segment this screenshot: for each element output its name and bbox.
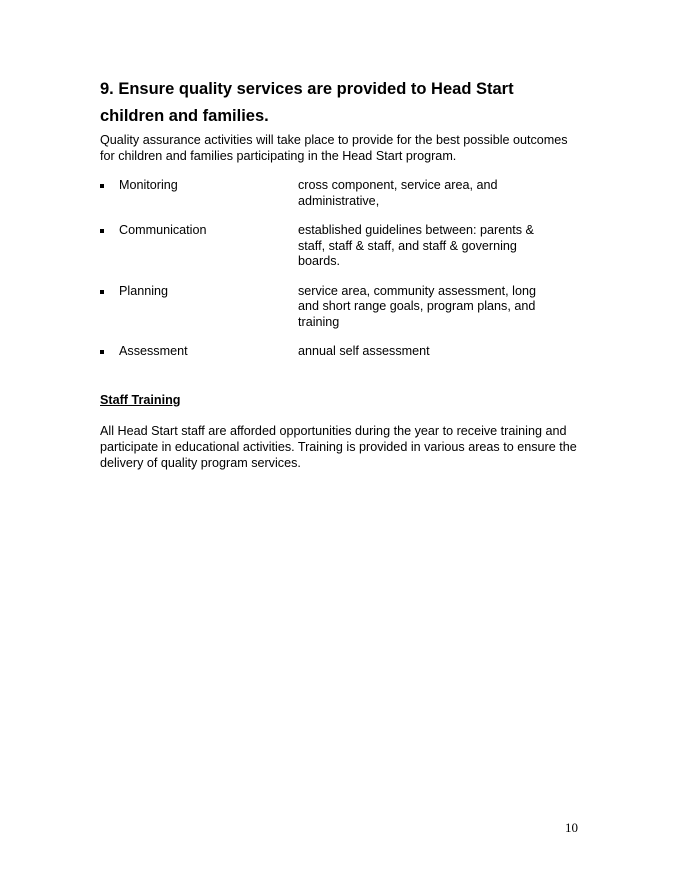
staff-training-heading: Staff Training [100, 393, 181, 407]
square-bullet-icon [100, 229, 104, 233]
page-number: 10 [565, 820, 578, 835]
list-item-term: Monitoring [119, 178, 178, 192]
list-item [100, 344, 580, 360]
square-bullet-icon [100, 290, 104, 294]
square-bullet-icon [100, 350, 104, 354]
quality-activities-list [100, 178, 580, 360]
list-item [100, 178, 580, 209]
section-heading: 9. Ensure quality services are provided to Head Start children and families. [100, 80, 514, 125]
list-item-term: Communication [119, 223, 207, 237]
square-bullet-icon [100, 184, 104, 188]
list-item [100, 284, 580, 331]
intro-paragraph: Quality assurance activities will take place to provide for the best possible outcomes for children and families participating in the Head Start program. [100, 133, 568, 163]
list-item-description: cross component, service area, and administrative, [298, 178, 498, 208]
list-item-description: annual self assessment [298, 344, 430, 358]
list-item-description: service area, community assessment, long and short range goals, program plans, and training [298, 283, 536, 329]
list-item-term: Assessment [119, 344, 188, 358]
list-item-description: established guidelines between: parents & staff, staff & staff, and staff & governing boards. [298, 223, 534, 268]
list-item [100, 223, 580, 270]
staff-training-paragraph: All Head Start staff are afforded opportunities during the year to receive training and participate in educational activities. Training is provided in various areas to ensure the delivery of quality program services. [100, 424, 577, 470]
list-item-term: Planning [119, 283, 169, 298]
